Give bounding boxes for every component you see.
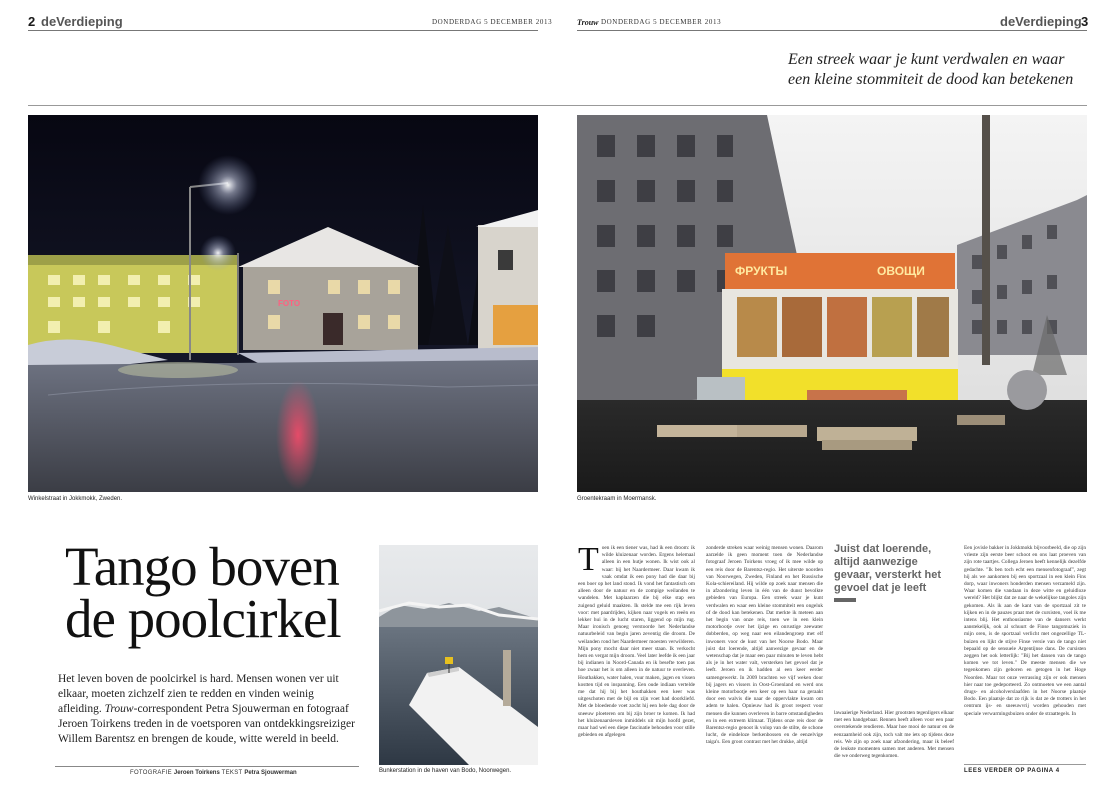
pull-quote: Juist dat loerende, altijd aanwezige gevaar, versterkt het gevoel dat je leeft bbox=[834, 543, 942, 594]
section-title-left: deVerdieping bbox=[41, 14, 123, 29]
credit-text-label: TEKST bbox=[221, 770, 243, 776]
body-column-4 bbox=[964, 545, 1086, 759]
page-number-left: 2 bbox=[28, 14, 36, 29]
brand-logo: Trouw bbox=[577, 18, 599, 27]
jokkmokk-night-scene bbox=[28, 115, 538, 492]
credit-rule bbox=[55, 766, 359, 767]
section-title-right: deVerdieping bbox=[1000, 14, 1082, 29]
caption-jokkmokk: Winkelstraat in Jokkmokk, Zweden. bbox=[28, 496, 123, 502]
credit-author: Petra Sjouwerman bbox=[244, 770, 297, 776]
dropcap-letter: T bbox=[578, 545, 599, 578]
body-column-1 bbox=[578, 545, 695, 777]
tagline-rule bbox=[28, 105, 1087, 106]
body-column-2-text: zonderde streken waar weinig mensen wonen. Daarom aarzelde ik geen moment toen de Nederlandse fotograaf Jeroen Toirkens vroeg of ik mee wilde op een reis door de Barentsz-regio. Het uiterste noorden van Noorwegen, Zweden, Finland en het Russische Kola-schiereiland. Hij wilde op zoek naar mensen die in afzondering leven in één van de dunst bevolkte gebieden van Europa. Een streek waar je kunt verdwalen en waar een kleine stommiteit een ongeluk of de dood kan betekenen. Dat merkte ik meteen aan het begin van onze reis, toen we in een klein motorbootje over het ijzige en onrustige zeewater dobberden, op weg naar een eilandengroep met elf inwoners voor de kust van het Noorse Bodo. Maar juist dat loerende, altijd aanwezige gevaar en de wetenschap dat je maar een paar minuten te leven hebt als je in het water valt, versterken het gevoel dat je leeft. Jeroen en ik hadden al een keer eerder samengewerkt. In 2009 brachten we vijf weken door bij jagers en vissers in Oost-Groenland en werd ons kleine motorbootje een keer op een haar na geraakt door een walvis die naar de oppervlakte kwam om adem te halen. Opnieuw had ik groot respect voor mensen die kunnen overleven in barre omstandigheden en in een extreem klimaat. Tijdens onze reis door de Barentsz-regio genoot ik volop van de stilte, de schone lucht, de eindeloze berkenbossen en de eenzelvige taiga's. Een groot contrast met het drukke, altijd bbox=[706, 545, 823, 746]
tagline: Een streek waar je kunt verdwalen en waar een kleine stommiteit de dood kan betekenen bbox=[788, 51, 1074, 88]
body-column-3 bbox=[834, 710, 954, 778]
continue-rule bbox=[964, 764, 1086, 765]
bodo-harbour-scene bbox=[379, 545, 538, 765]
caption-moermansk: Groentekraam in Moermansk. bbox=[577, 496, 657, 502]
lead-text-part-1: Het leven boven de poolcirkel is hard. Mensen wonen ver uit elkaar, moeten zichzelf zien te redden en vinden weinig afleiding. bbox=[58, 673, 339, 715]
moermansk-kiosk-scene bbox=[577, 115, 1087, 492]
photo-jokkmokk bbox=[28, 115, 538, 492]
body-column-2 bbox=[706, 545, 823, 777]
header-rule-right bbox=[577, 30, 1087, 31]
credit-photo-label: FOTOGRAFIE bbox=[130, 770, 172, 776]
dateline-left: DONDERDAG 5 DECEMBER 2013 bbox=[432, 18, 553, 26]
lead-text-part-2: -correspondent Petra Sjouwerman en fotograaf Jeroen Toirkens treden in de voetsporen van ontdekkingsreiziger Willem Barentsz en brengen de koude, witte wereld in beeld. bbox=[58, 703, 355, 745]
dateline-right: DONDERDAG 5 DECEMBER 2013 bbox=[601, 18, 722, 26]
photo-moermansk bbox=[577, 115, 1087, 492]
photo-bodo bbox=[379, 545, 538, 765]
credit-line bbox=[130, 770, 297, 776]
fruit-sign: ФРУКТЫ bbox=[735, 264, 788, 278]
foto-neon-sign: FOTO bbox=[278, 299, 301, 308]
continue-link[interactable]: LEES VERDER OP PAGINA 4 bbox=[964, 768, 1060, 774]
credit-photographer: Jeroen Toirkens bbox=[173, 770, 220, 776]
header-rule-left bbox=[28, 30, 538, 31]
lead-newspaper-name: Trouw bbox=[104, 703, 134, 715]
page-number-right: 3 bbox=[1081, 14, 1089, 29]
headline-line-2: de poolcirkel bbox=[65, 588, 341, 649]
body-column-1-text: oen ik een tiener was, had ik een droom: ik wilde kluizenaar worden. Ergens helemaal alleen in een hutje wonen. Ik wist ook al waar: bij het Naardermeer. Daar kwam ik vaak omdat ik een pony had die daar bij een boer op het land stond. Ik vond het fantastisch om alleen door de natuur en de zompige weilanden te wandelen. Met kaplaarzen die bij elke stap een zuigend geluid maakten. Ik stelde me een rijk leven voor: met paardrijden, kijken naar vogels en reeën en lekker hui in de lucht staren, liggend op mijn rug. Maar ironisch genoeg verstoorde het Nederlandse natuurbeleid van begin jaren zeventig die droom. De weilanden rond het Naardermeer moesten verwilderen. Mijn pony mocht daar niet meer staan. Ik verkocht hem en vergat mijn droom. Veel later leefde ik een jaar bij indianen in Noord-Canada en ik besefte toen pas hoe zwaar het is om alleen in de natuur te overleven. Houthakken, water halen, vuur maken, jagen en vissen kostten tijd en inspanning. Een oude indiaan vertelde me dat hij bij het houthakken een keer was uitgeschoten met de bijl en zijn voet had doorkliefd. Met de bloedende voet zocht hij een hele dag door de sneeuw ploeteren om bij zijn broer te komen. Ik had het kluizenaarsleven inmiddels uit mijn hoofd gezet, maar had wel een diepe fascinatie behouden voor stille gebieden en afgelegen bbox=[578, 545, 695, 739]
caption-bodo: Bunkerstation in de haven van Bodo, Noorwegen. bbox=[379, 768, 512, 774]
body-column-3-text: lawaaierige Nederland. Hier grootsten tegenligers elkaar met een handgebaar. Rennen heeft alleen voor een paar overstekende rendieren. Maar hoe mooi de natuur en de eenzaamheid ook zijn, toch valt me iets op tijdens deze reis. We zijn op zoek naar afzondering, maar ik beleef de leukste momenten samen met anderen. Met mensen die we onderweg tegenkomen. bbox=[834, 710, 954, 760]
body-column-4-text: Een jovisle bakker in Jokkmokk bijvoorbeeld, die op zijn vrieste zijn eerste beer schoot en ons laat proeven van zijn rote taartjes. Collega Jeroen heeft kennelijk dezelfde gedachte. "Ik ben toch echt een mensenfotograaf", zegt hij als we aankomen bij een sportzaal in een klein Fins dorp, waar inwoners honderden mensen verzameld zijn. Waar komen die vandaan in deze witte en geluidloze wereld? Het blijkt dat ze naar de wekelijkse tangoles zijn gekomen. Als ik aan de kant van de sportzaal zit te kijken en in de pauzes praat met de cursisten, voel ik me intens blij. Het enthousiasme van de dansers werkt aanstekelijk, ook al schuurt de Finse tangomuziek in mijn oren, is de sportzaal verlicht met ongezellige TL-buizen en lijkt de stijve Finse versie van de tango niet bepaald op de sensuele Argentijnse dans. De cursisten zeggen het ook letterlijk: "Bij het dansen van de tango komen we tot leven." De meeste mensen die we tegenkomen zijn geboren en getogen in het Hoge Noorden. Maar tot onze verrassing zijn er ook mensen hier naar toe gedeporteerd. Zo ontmoeten we een aantal drugs- en alcoholverslaafden in het Noorse plaatsje Bodo. Een plaatsje dat zo rijk is dat ze de trotters in het centrum ijs- en sneeuwvrij worden gehouden met speciale verwarmingsbuizen onder de straattegels. In bbox=[964, 545, 1086, 717]
vegetable-sign: ОВОЩИ bbox=[877, 264, 925, 278]
headline-line-1: Tango boven bbox=[65, 536, 339, 597]
lead-paragraph bbox=[58, 672, 356, 747]
pull-quote-bar bbox=[834, 598, 856, 602]
